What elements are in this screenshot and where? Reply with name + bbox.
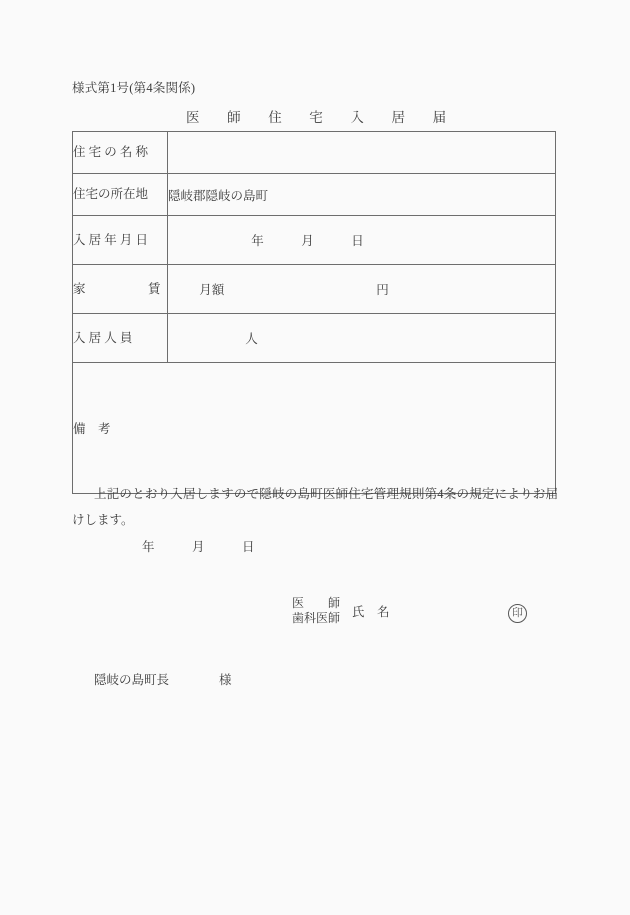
rent-monthly-label: 月額 — [199, 283, 225, 297]
declaration-statement: 上記のとおり入居しますので隠岐の島町医師住宅管理規則第4条の規定によりお届けします。 — [72, 487, 558, 527]
table-row — [73, 265, 556, 314]
addressee-line: 隠岐の島町長 様 — [94, 673, 232, 687]
role-label-doctor: 医 師 — [292, 596, 341, 610]
move-in-date-placeholder: 年 月 日 — [251, 234, 364, 248]
row-label-rent: 家 賃 — [73, 265, 168, 314]
row-value-occupant-count[interactable] — [168, 314, 556, 363]
entry-details-table — [72, 131, 556, 494]
row-label-housing-name: 住 宅 の 名 称 — [73, 132, 168, 174]
role-label-dentist: 歯科医師 — [292, 611, 341, 625]
table-row — [73, 363, 556, 494]
submission-date-line[interactable]: 年 月 日 — [142, 540, 255, 554]
rent-currency-unit: 円 — [376, 283, 389, 297]
table-row — [73, 174, 556, 216]
seal-stamp-icon: 印 — [508, 604, 527, 623]
applicant-role-labels — [292, 596, 340, 626]
occupant-count-unit: 人 — [245, 332, 258, 346]
row-value-housing-address[interactable]: 隠岐郡隠岐の島町 — [168, 174, 556, 216]
row-value-move-in-date[interactable] — [168, 216, 556, 265]
signature-block — [292, 596, 390, 626]
row-label-housing-address: 住宅の所在地 — [73, 174, 168, 216]
table-row — [73, 216, 556, 265]
row-value-housing-name[interactable] — [168, 132, 556, 174]
table-row — [73, 132, 556, 174]
row-label-occupant-count: 入 居 人 員 — [73, 314, 168, 363]
applicant-name-label: 氏 名 — [352, 605, 390, 619]
form-number: 様式第1号(第4条関係) — [72, 81, 196, 95]
table-row — [73, 314, 556, 363]
row-label-move-in-date: 入 居 年 月 日 — [73, 216, 168, 265]
page-title: 医 師 住 宅 入 居 届 — [186, 110, 447, 125]
row-value-rent[interactable] — [168, 265, 556, 314]
row-label-remarks[interactable]: 備 考 — [73, 363, 556, 494]
